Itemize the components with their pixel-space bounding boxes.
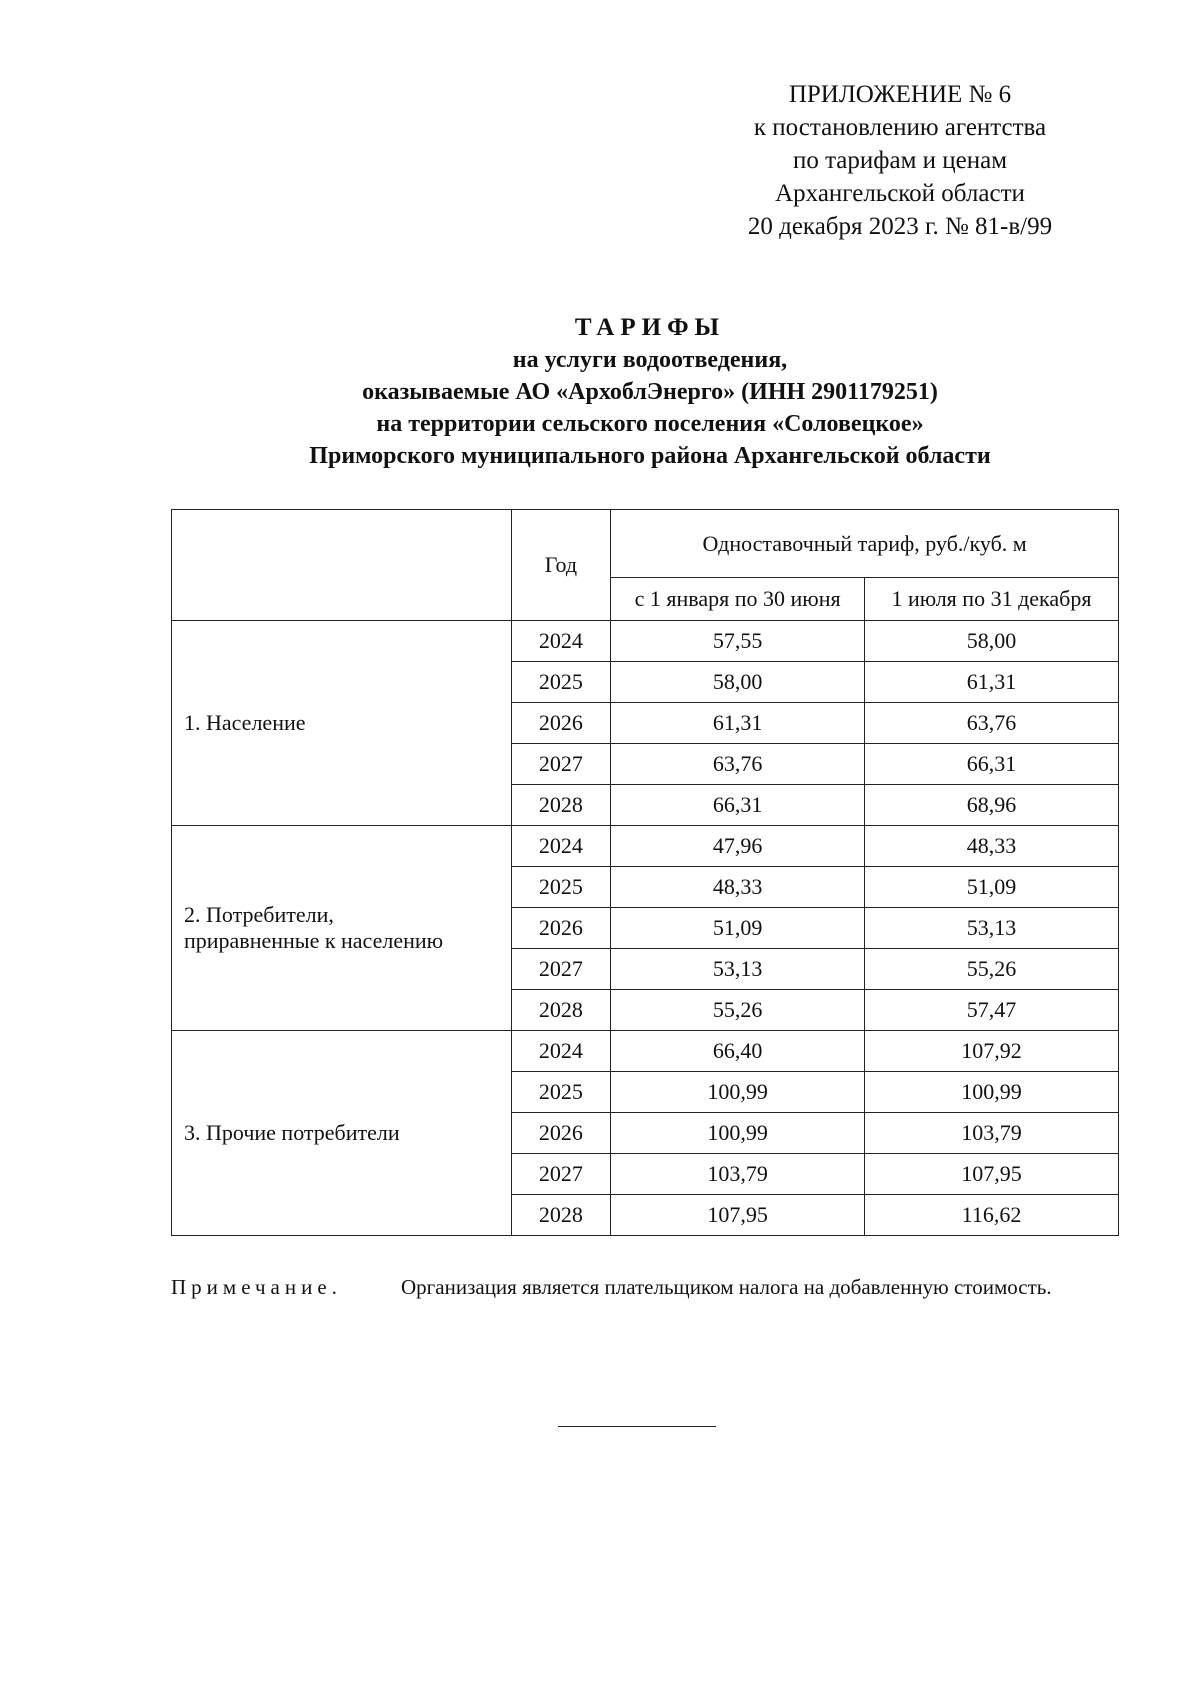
period-1-value: 66,40 (611, 1031, 865, 1072)
year-cell: 2027 (511, 744, 611, 785)
group-label (172, 1031, 512, 1236)
appendix-line: ПРИЛОЖЕНИЕ № 6 (788, 81, 1012, 108)
year-cell: 2028 (511, 990, 611, 1031)
group-label (172, 621, 512, 826)
period-2-value: 57,47 (865, 990, 1119, 1031)
table-row (172, 621, 1119, 662)
period-2-value: 66,31 (865, 744, 1119, 785)
year-cell: 2025 (511, 1072, 611, 1113)
period-1-value: 107,95 (611, 1195, 865, 1236)
group-label-line: приравненные к населению (184, 928, 444, 953)
period-2-value: 55,26 (865, 949, 1119, 990)
year-cell: 2024 (511, 1031, 611, 1072)
period-2-value: 63,76 (865, 703, 1119, 744)
appendix-line: 20 декабря 2023 г. № 81-в/99 (747, 213, 1053, 240)
period-2-value: 103,79 (865, 1113, 1119, 1154)
period-1-value: 51,09 (611, 908, 865, 949)
header-tariff: Одноставочный тариф, руб./куб. м (611, 510, 1119, 578)
header-period-2: 1 июля по 31 декабря (865, 578, 1119, 621)
period-1-value: 55,26 (611, 990, 865, 1031)
note-text: Организация является плательщиком налога на добавленную стоимость. (401, 1275, 1052, 1299)
year-cell: 2028 (511, 785, 611, 826)
year-cell: 2025 (511, 867, 611, 908)
period-1-value: 61,31 (611, 703, 865, 744)
title-line: оказываемые АО «АрхоблЭнерго» (ИНН 2901179251) (362, 379, 938, 405)
note-label: Примечание. (171, 1275, 342, 1299)
period-1-value: 57,55 (611, 621, 865, 662)
period-2-value: 51,09 (865, 867, 1119, 908)
year-cell: 2026 (511, 703, 611, 744)
year-cell: 2026 (511, 1113, 611, 1154)
header-empty-cell (172, 510, 512, 621)
period-2-value: 48,33 (865, 826, 1119, 867)
year-cell: 2027 (511, 1154, 611, 1195)
table-row (172, 1031, 1119, 1072)
appendix-line: к постановлению агентства (753, 114, 1047, 141)
period-2-value: 116,62 (865, 1195, 1119, 1236)
header-year: Год (511, 510, 611, 621)
period-2-value: 107,92 (865, 1031, 1119, 1072)
year-cell: 2025 (511, 662, 611, 703)
period-2-value: 61,31 (865, 662, 1119, 703)
period-1-value: 66,31 (611, 785, 865, 826)
period-1-value: 53,13 (611, 949, 865, 990)
period-1-value: 103,79 (611, 1154, 865, 1195)
period-2-value: 100,99 (865, 1072, 1119, 1113)
table-row (172, 826, 1119, 867)
separator-line (558, 1426, 716, 1427)
period-2-value: 107,95 (865, 1154, 1119, 1195)
period-2-value: 58,00 (865, 621, 1119, 662)
tariff-table (171, 509, 1119, 1236)
year-cell: 2026 (511, 908, 611, 949)
title-line: на услуги водоотведения, (512, 347, 788, 373)
group-label-line: 1. Население (184, 710, 306, 735)
period-1-value: 100,99 (611, 1113, 865, 1154)
period-1-value: 47,96 (611, 826, 865, 867)
year-cell: 2027 (511, 949, 611, 990)
period-1-value: 63,76 (611, 744, 865, 785)
year-cell: 2024 (511, 621, 611, 662)
year-cell: 2028 (511, 1195, 611, 1236)
appendix-line: Архангельской области (775, 180, 1025, 207)
year-cell: 2024 (511, 826, 611, 867)
appendix-line: по тарифам и ценам (792, 147, 1008, 174)
title-line: на территории сельского поселения «Соловецкое» (376, 411, 924, 437)
appendix-block (700, 78, 1100, 243)
period-2-value: 68,96 (865, 785, 1119, 826)
main-title: ТАРИФЫ (574, 314, 726, 341)
group-label (172, 826, 512, 1031)
group-label-line: 3. Прочие потребители (184, 1120, 400, 1145)
period-1-value: 58,00 (611, 662, 865, 703)
period-1-value: 100,99 (611, 1072, 865, 1113)
table-header-row (172, 510, 1119, 578)
period-1-value: 48,33 (611, 867, 865, 908)
header-period-1: с 1 января по 30 июня (611, 578, 865, 621)
document-title (170, 312, 1130, 472)
title-line: Приморского муниципального района Архангельской области (309, 443, 991, 469)
period-2-value: 53,13 (865, 908, 1119, 949)
group-label-line: 2. Потребители, (184, 902, 334, 927)
